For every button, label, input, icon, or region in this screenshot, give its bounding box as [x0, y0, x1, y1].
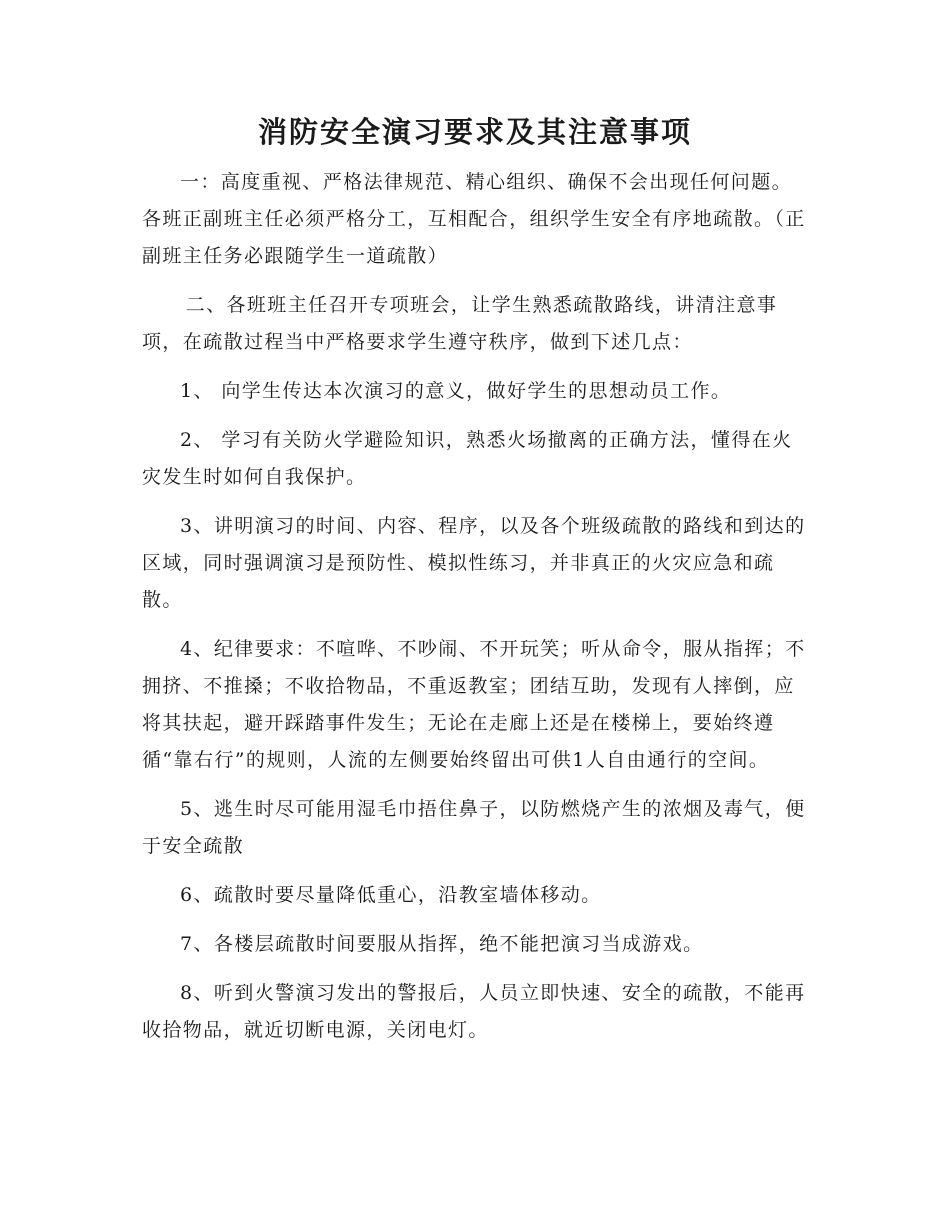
paragraph-7: 5、逃生时尽可能用湿毛巾捂住鼻子，以防燃烧产生的浓烟及毒气，便于安全疏散: [142, 798, 806, 857]
paragraph-8: 6、疏散时要尽量降低重心，沿教室墙体移动。: [180, 884, 602, 906]
paragraph-1: 一：高度重视、严格法律规范、精心组织、确保不会出现任何问题。各班正副班主任必须严格分工，互相配合，组织学生安全有序地疏散。（正副班主任务必跟随学生一道疏散）: [142, 171, 806, 267]
paragraph-5: 3、讲明演习的时间、内容、程序，以及各个班级疏散的路线和到达的区域，同时强调演习是预防性、模拟性练习，并非真正的火灾应急和疏散。: [142, 515, 806, 611]
paragraph-10: 8、听到火警演习发出的警报后，人员立即快速、安全的疏散，不能再收拾物品，就近切断电源，关闭电灯。: [142, 982, 806, 1041]
paragraph-6: 4、纪律要求：不喧哗、不吵闹、不开玩笑；听从命令，服从指挥；不拥挤、不推搡；不收拾物品，不重返教室；团结互助，发现有人摔倒，应将其扶起，避开踩踏事件发生；无论在走廊上还是在楼梯上，要始终遵循“靠右行”的规则，人流的左侧要始终留出可供1人自由通行的空间。: [142, 638, 806, 771]
paragraph-9: 7、各楼层疏散时间要服从指挥，绝不能把演习当成游戏。: [180, 933, 704, 955]
paragraph-2: 二、各班班主任召开专项班会，让学生熟悉疏散路线，讲清注意事项，在疏散过程当中严格要求学生遵守秩序，做到下述几点：: [142, 294, 778, 353]
document-page: [142, 108, 808, 1049]
paragraph-4: 2、 学习有关防火学避险知识，熟悉火场撤离的正确方法，懂得在火灾发生时如何自我保护。: [142, 429, 793, 488]
document-title: 消防安全演习要求及其注意事项: [257, 115, 692, 149]
paragraph-3: 1、 向学生传达本次演习的意义，做好学生的思想动员工作。: [180, 380, 732, 402]
